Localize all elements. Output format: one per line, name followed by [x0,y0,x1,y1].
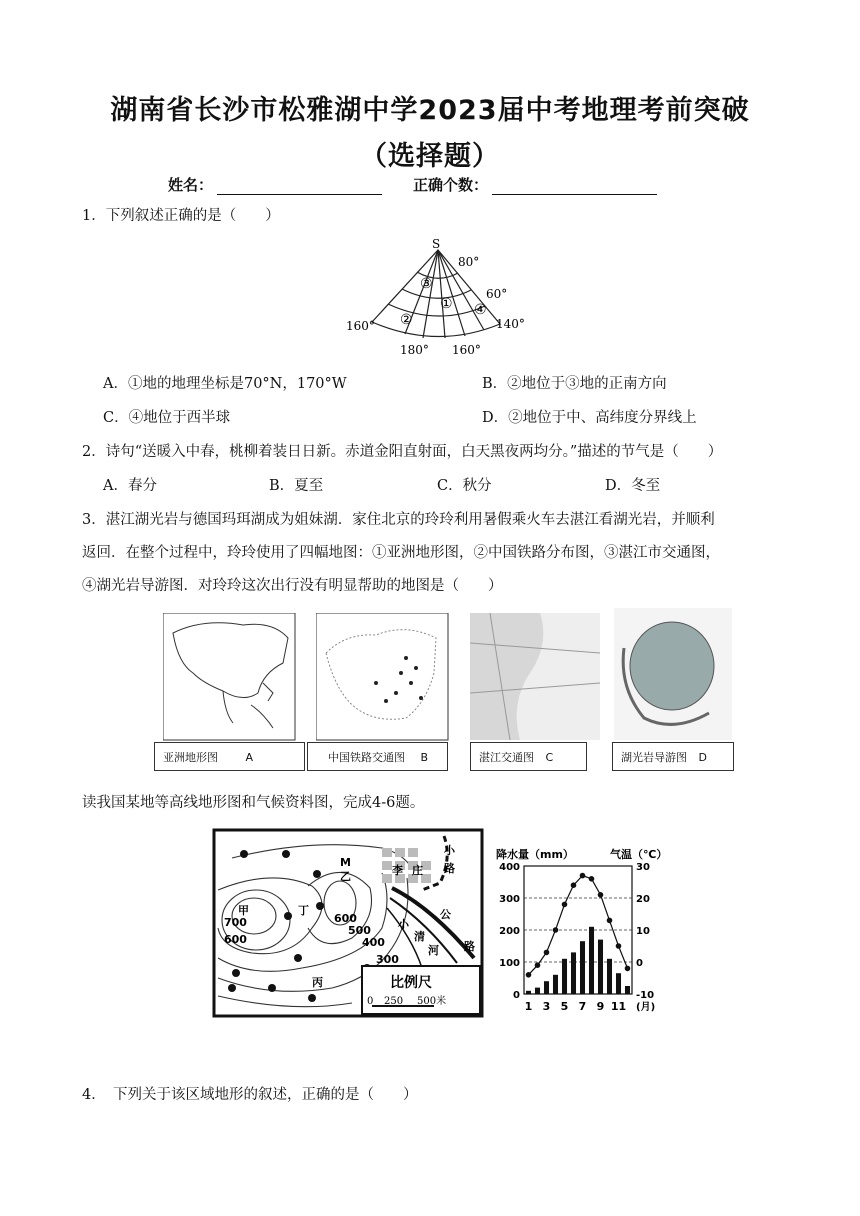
li-label: 李 [392,864,403,877]
precip-bar [526,991,531,994]
x-tick-label: 9 [596,1000,605,1013]
q1-stem: 1．下列叙述正确的是（ ） [82,208,280,224]
scale-tick-500: 500米 [417,996,447,1007]
temp-axis-label: 气温（℃） [610,848,668,861]
precip-axis-label: 降水量（mm） [496,848,574,861]
map-c-caption [470,742,587,771]
map-d-name: 湖光岩导游图 [621,751,687,764]
q1-option-d: D．②地位于中、高纬度分界线上 [482,410,697,426]
y-left-tick-label: 100 [499,958,520,969]
q1-option-c: C．④地位于西半球 [103,410,231,426]
name-label: 姓名： [168,176,214,194]
q1-option-a: A．①地的地理坐标是70°N，170°W [103,376,347,392]
page-subtitle: （选择题） [360,141,500,172]
precip-bar [562,959,567,994]
peak-yi-label: 乙 [340,870,351,883]
m-label: M [340,856,351,869]
q2-option-b: B．夏至 [269,478,324,494]
contour-map [212,828,484,1018]
map-d-caption [612,742,734,771]
q4-stem: 4． 下列关于该区域地形的叙述，正确的是（ ） [82,1087,418,1103]
y-left-tick-label: 400 [499,862,520,873]
q3-stem-line3: ④湖光岩导游图．对玲玲这次出行没有明显帮助的地图是（ ） [82,578,503,594]
x-tick-label: 11 [610,1000,627,1013]
correct-count-blank [492,178,657,195]
lon-left-label: 160° [346,319,375,333]
x-tick-label: 7 [578,1000,587,1013]
map-b-name: 中国铁路交通图 [328,751,405,764]
huguangyan-guide-map-thumbnail [614,608,734,741]
x-tick-label: 1 [524,1000,533,1013]
ding-label: 丁 [298,904,309,917]
map-a-name: 亚洲地形图 [163,751,218,764]
temperature-line [529,876,628,975]
correct-count-field [413,174,657,195]
q3-stem-line2: 返回．在整个过程中，玲玲使用了四幅地图：①亚洲地形图，②中国铁路分布图，③湛江市交通图， [82,545,720,561]
temperature-point [562,902,568,908]
precip-bar [598,940,603,994]
temperature-point [625,966,631,972]
q2-option-a: A．春分 [103,478,157,494]
elev-400-label: 400 [362,936,385,949]
y-right-tick-label: 10 [636,926,650,937]
temperature-point [589,876,595,882]
precip-bar [553,975,558,994]
name-field [168,174,382,195]
small-road-xiao-label: 小 [444,844,455,857]
lon-right-label: 140° [496,317,525,331]
highway-lu-label: 路 [464,940,475,953]
temperature-point [607,918,613,924]
temperature-point [598,892,604,898]
precip-bar [544,981,549,994]
temperature-point [544,950,550,956]
point2-marker: ② [400,312,413,328]
river-qing-label: 清 [414,930,425,943]
y-right-tick-label: 30 [636,862,650,873]
temperature-point [526,972,532,978]
lat80-label: 80° [458,255,480,269]
point3-marker: ③ [420,276,433,292]
y-right-tick-label: -10 [636,990,655,1001]
elev-700-label: 700 [224,916,247,929]
temperature-point [535,962,541,968]
y-right-tick-label: 20 [636,894,650,905]
temperature-point [571,882,577,888]
map-b-caption [307,742,448,771]
name-blank [217,178,382,195]
precip-bar [616,973,621,994]
elev-600-a-label: 600 [224,933,247,946]
x-unit-label: (月) [636,1002,656,1013]
river-xiao-label: 小 [398,918,409,931]
q2-stem: 2．诗句“送暖入中春，桃柳着装日日新。赤道金阳直射面，白天黑夜两均分。”描述的节气是（ ） [82,444,723,460]
intro-4-6: 读我国某地等高线地形图和气候资料图，完成4-6题。 [82,795,425,811]
correct-count-label: 正确个数： [413,176,489,194]
y-left-tick-label: 200 [499,926,520,937]
q1-option-b: B．②地位于③地的正南方向 [482,376,667,392]
q1-polar-grid-figure [340,232,540,360]
precip-bar [589,927,594,994]
scale-tick-0: 0 [367,996,374,1007]
scale-tick-250: 250 [384,996,404,1007]
point1-marker: ① [440,296,453,312]
precip-bar [535,988,540,994]
map-c-name: 湛江交通图 [479,751,534,764]
q2-option-c: C．秋分 [437,478,492,494]
lon-bottom2-label: 160° [452,343,481,357]
q2-option-d: D．冬至 [605,478,661,494]
map-d-letter: D [698,751,707,764]
zhuang-label: 庄 [412,864,423,877]
q3-stem-line1: 3．湛江湖光岩与德国玛珥湖成为姐妹湖．家住北京的玲玲利用暑假乘火车去湛江看湖光岩，并顺利 [82,512,715,528]
bing-label: 丙 [312,976,323,989]
river-he-label: 河 [428,944,439,957]
temperature-point [553,927,559,933]
y-left-tick-label: 0 [513,990,520,1001]
x-tick-label: 3 [542,1000,551,1013]
peak-jia-label: 甲 [238,904,249,917]
map-b-letter: B [420,751,429,764]
map-a-letter: A [245,751,254,764]
climate-chart [492,842,672,1022]
asia-map-thumbnail [163,613,297,741]
lon-bottom1-label: 180° [400,343,429,357]
elev-500-label: 500 [348,924,371,937]
map-a-caption [154,742,305,771]
precip-bar [607,959,612,994]
precip-bar [571,952,576,994]
point4-marker: ④ [474,302,487,318]
elev-300-label: 300 [376,953,399,966]
page-title: 湖南省长沙市松雅湖中学2023届中考地理考前突破 [110,95,750,126]
y-left-tick-label: 300 [499,894,520,905]
temperature-point [616,943,622,949]
elev-600-b-label: 600 [334,912,357,925]
small-road-lu-label: 路 [444,862,455,875]
zhanjiang-traffic-map-thumbnail [470,613,602,741]
precip-bar [580,941,585,994]
temperature-point [580,873,586,879]
precip-bar [625,986,630,994]
china-railway-map-thumbnail [316,613,450,741]
scale-title: 比例尺 [390,975,432,991]
lat60-label: 60° [486,287,508,301]
y-right-tick-label: 0 [636,958,643,969]
map-c-letter: C [545,751,554,764]
pole-label: S [432,237,441,251]
x-tick-label: 5 [560,1000,569,1013]
highway-gong-label: 公 [440,908,451,921]
